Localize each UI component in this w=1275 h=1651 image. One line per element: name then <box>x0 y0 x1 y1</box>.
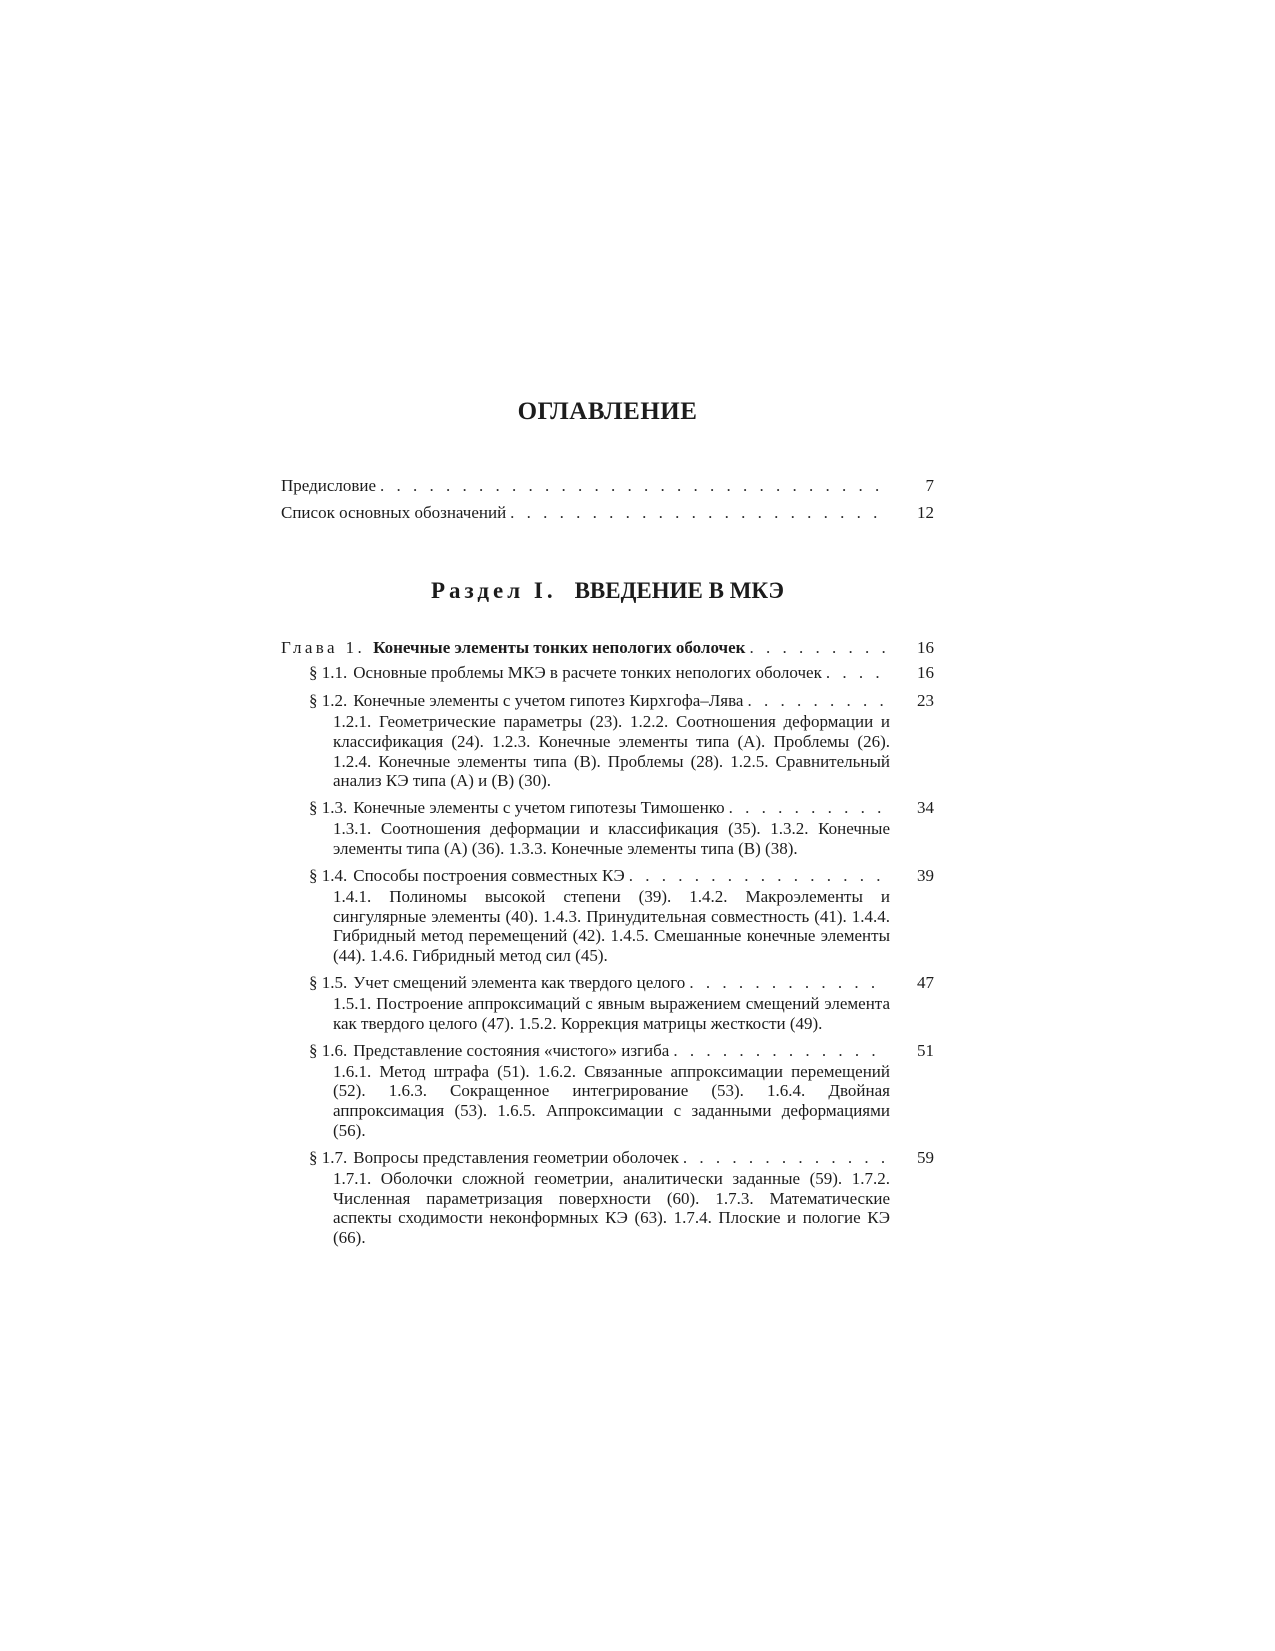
section-page: 16 <box>917 663 934 682</box>
entry-title: Список основных обозначений <box>281 503 507 522</box>
section-page: 47 <box>917 972 934 992</box>
subsection-list: 1.4.1. Полиномы высокой степени (39). 1.4.2. Макроэлементы и сингулярные элементы (40). 1.4.3. Принудительная совместность (41). 1.4.4. Гибридный метод перемещений (42). 1.4.5. Смешанные конечные элементы (44). 1.4.6. Гибридный метод сил (45). <box>333 886 890 966</box>
section-header <box>309 1039 934 1062</box>
subsection-list: 1.7.1. Оболочки сложной геометрии, аналитически заданные (59). 1.7.2. Численная параметризация поверхности (60). 1.7.3. Математические аспекты сходимости неконформных КЭ (63). 1.7.4. Плоские и пологие КЭ (66). <box>333 1168 890 1248</box>
chapter-label: Глава 1. <box>281 638 366 657</box>
section-entry-1-6 <box>309 1039 934 1141</box>
section-header <box>309 864 934 887</box>
section-entry-1-1 <box>309 661 934 684</box>
section-header <box>309 796 934 819</box>
entry-page: 12 <box>917 503 934 522</box>
toc-entry-preface <box>281 472 934 499</box>
section-header <box>309 1146 934 1169</box>
chapter-page: 16 <box>917 638 934 657</box>
toc-entry-notation <box>281 499 934 526</box>
section-page: 51 <box>917 1040 934 1060</box>
dot-leader <box>747 689 886 712</box>
section-title: Представление состояния «чистого» изгиба <box>353 1040 670 1060</box>
section-number: § 1.4. <box>309 865 348 885</box>
section-entry-1-5 <box>309 971 934 1034</box>
subsection-list: 1.6.1. Метод штрафа (51). 1.6.2. Связанные аппроксимации перемещений (52). 1.6.3. Сокращенное интегрирование (53). 1.6.4. Двойная аппроксимация (53). 1.6.5. Аппроксимации с заданными деформациями (56). <box>333 1061 890 1140</box>
chapter-entry <box>281 634 934 661</box>
section-number: § 1.2. <box>309 691 348 710</box>
dot-leader <box>826 661 886 684</box>
dot-leader <box>749 634 886 661</box>
dot-leader <box>689 971 886 994</box>
section-number: § 1.1. <box>309 663 348 682</box>
section-header <box>309 689 934 712</box>
section-title: Вопросы представления геометрии оболочек <box>353 1147 679 1167</box>
dot-leader <box>729 796 886 819</box>
section-number: § 1.6. <box>309 1040 348 1060</box>
section-page: 59 <box>917 1147 934 1167</box>
section-header <box>309 661 934 684</box>
section-entry-1-2 <box>309 689 934 791</box>
entry-title: Предисловие <box>281 476 377 495</box>
front-matter-list <box>281 472 934 526</box>
section-entry-1-3 <box>309 796 934 859</box>
part-label: Раздел I. <box>431 578 557 603</box>
entry-page: 7 <box>925 476 934 495</box>
section-number: § 1.7. <box>309 1147 348 1167</box>
section-entry-1-7 <box>309 1146 934 1248</box>
section-title: Способы построения совместных КЭ <box>353 865 625 885</box>
subsection-list: 1.5.1. Построение аппроксимаций с явным выражением смещений элемента как твердого целого (47). 1.5.2. Коррекция матрицы жесткости (49). <box>333 993 890 1033</box>
dot-leader <box>683 1146 886 1169</box>
section-page: 23 <box>917 691 934 710</box>
dot-leader <box>673 1039 886 1062</box>
dot-leader <box>510 499 886 526</box>
section-title: Конечные элементы с учетом гипотезы Тимошенко <box>353 798 725 818</box>
table-of-contents <box>281 398 934 1253</box>
section-header <box>309 971 934 994</box>
section-title: Основные проблемы МКЭ в расчете тонких непологих оболочек <box>353 663 822 682</box>
section-page: 39 <box>917 865 934 885</box>
section-entry-1-4 <box>309 864 934 966</box>
part-title: ВВЕДЕНИЕ В МКЭ <box>574 578 784 603</box>
subsection-list: 1.3.1. Соотношения деформации и классификация (35). 1.3.2. Конечные элементы типа (А) (36). 1.3.3. Конечные элементы типа (В) (38). <box>333 819 890 858</box>
toc-title: ОГЛАВЛЕНИЕ <box>517 398 698 425</box>
dot-leader <box>380 472 886 499</box>
section-page: 34 <box>917 798 934 818</box>
section-title: Конечные элементы с учетом гипотез Кирхгофа–Лява <box>353 691 744 710</box>
subsection-list: 1.2.1. Геометрические параметры (23). 1.2.2. Соотношения деформации и классификация (24). 1.2.3. Конечные элементы типа (А). Проблемы (26). 1.2.4. Конечные элементы типа (В). Проблемы (28). 1.2.5. Сравнительный анализ КЭ типа (А) и (В) (30). <box>333 712 890 791</box>
dot-leader <box>629 864 886 887</box>
section-number: § 1.5. <box>309 972 348 992</box>
chapter-title: Конечные элементы тонких непологих оболочек <box>373 638 746 657</box>
section-number: § 1.3. <box>309 798 348 818</box>
section-title: Учет смещений элемента как твердого целого <box>353 972 686 992</box>
part-heading <box>281 576 934 606</box>
